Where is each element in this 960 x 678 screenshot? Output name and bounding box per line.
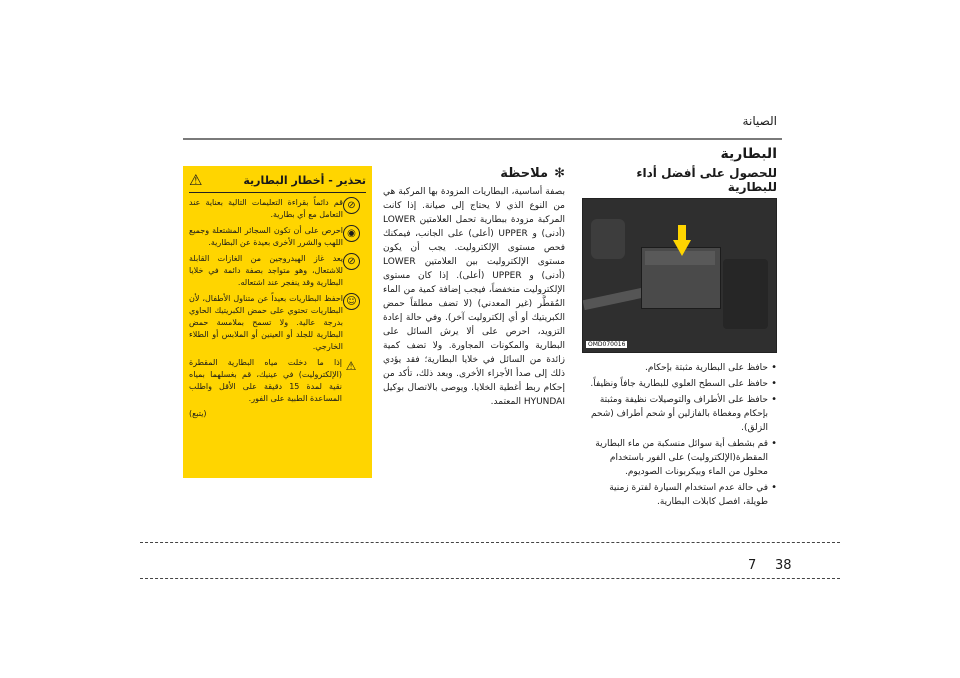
warning-item xyxy=(183,357,372,405)
photo-component xyxy=(591,219,625,259)
warning-text: احفظ البطاريات بعيداً عن متناول الأطفال، لأن البطاريات تحتوي على حمض الكبريتيك الحاوي بدرجة عالية. ولا تسمح بملامسة حمض البطارية للجلد أو العينين أو الملابس أو الطلاء الخارجي. xyxy=(189,294,343,351)
warning-divider xyxy=(189,192,366,193)
arrow-down-icon xyxy=(673,240,691,256)
note-section xyxy=(383,166,565,409)
warning-text: إذا ما دخلت مياه البطارية المقطرة (الإلكتروليت) في عينيك، قم بغسلهما بمياه نقية لمدة 15 دقيقة على الأقل واطلب المساعدة الطبية على الفور. xyxy=(189,358,342,403)
battery-care-section xyxy=(584,166,777,511)
section-header: الصيانة xyxy=(742,114,777,128)
warning-text: احرص على أن تكون السجائر المشتعلة وجميع اللهب والشرر الأخرى بعيدة عن البطارية. xyxy=(189,226,343,247)
photo-component xyxy=(723,259,768,329)
child-keep-away-icon: ☺ xyxy=(343,293,360,310)
header-divider xyxy=(183,138,782,140)
page-title: البطارية xyxy=(720,146,777,162)
list-item: • حافظ على السطح العلوي للبطارية جافاً ونظيفاً. xyxy=(584,377,777,391)
page-number: 38 xyxy=(775,558,792,573)
engine-bay-photo xyxy=(582,198,777,353)
section-subtitle: للحصول على أفضل أداء للبطارية xyxy=(636,166,777,194)
no-smoking-icon: ⊘ xyxy=(343,253,360,270)
warning-item xyxy=(183,253,372,289)
photo-component xyxy=(583,288,644,310)
list-item: • في حالة عدم استخدام السيارة لفترة زمنية طويلة، افصل كابلات البطارية. xyxy=(584,481,777,509)
warning-text: يعد غاز الهيدروجين من الغازات القابلة للاشتعال، وهو متواجد بصفة دائمة في خلايا البطارية وقد ينفجر عند اشتعاله. xyxy=(189,254,343,287)
note-body: بصفة أساسية، البطاريات المزودة بها المركبة هي من النوع الذي لا يحتاج إلى صيانة. إذا كانت المركبة مزودة ببطارية تحمل العلامتين LOWER (أدنى) و UPPER (أعلى) على الجانب، فيمكنك فحص مستوى الإلكتروليت. يجب أن يكون مستوى الإلكتروليت بين العلامتين LOWER (أدنى) و UPPER (أعلى). إذا كان مستوى الإلكتروليت منخفضاً، فيجب إضافة كمية من الماء المُقطَّر (غير المعدني) (لا تضف مطلقاً حمض الكبريتيك أو أي إلكتروليت آخر). وفي حالة إعادة التزويد، احرص على ألا يرش السائل على البطارية والمكونات المجاورة. ولا تضف كمية زائدة من السائل في خلايا البطارية؛ فقد يؤدي ذلك إلى صدأ الأجزاء الأخرى. وبعد ذلك، تأكد من إحكام ربط أغطية الخلايا. ويوصى بالاتصال بوكيل HYUNDAI المعتمد. xyxy=(383,187,566,407)
photo-code: OMD070016 xyxy=(588,341,626,348)
warning-box xyxy=(183,166,372,478)
note-title: ملاحظة xyxy=(500,166,549,181)
goggles-icon: ◉ xyxy=(343,225,360,242)
no-flame-icon: ⊘ xyxy=(343,197,360,214)
warning-header xyxy=(183,166,372,190)
list-item: • حافظ على البطارية مثبتة بإحكام. xyxy=(584,361,777,375)
warning-text: قم دائماً بقراءة التعليمات التالية بعناية عند التعامل مع أي بطارية. xyxy=(189,198,343,219)
care-list xyxy=(584,361,777,509)
footer-divider xyxy=(140,578,840,579)
note-heading xyxy=(383,166,565,181)
chapter-number: 7 xyxy=(748,558,757,573)
warning-triangle-icon: ⚠ xyxy=(189,171,203,189)
list-item: • قم بشطف أية سوائل منسكبة من ماء البطارية المقطرة(الإلكتروليت) على الفور باستخدام محلول من الماء وبيكربونات الصوديوم. xyxy=(584,437,777,479)
warning-icon: ⚠ xyxy=(345,359,357,373)
warning-item xyxy=(183,197,372,221)
continued-label: (يتبع) xyxy=(189,409,207,418)
list-item: • حافظ على الأطراف والتوصيلات نظيفة ومثبتة بإحكام ومغطاة بالفازلين أو شحم أطراف (شحم الزلق). xyxy=(584,393,777,435)
warning-item xyxy=(183,293,372,353)
warning-item xyxy=(183,225,372,249)
warning-title: تحذير - أخطار البطارية xyxy=(243,173,366,187)
asterisk-icon: ✻ xyxy=(554,166,565,181)
footer-divider xyxy=(140,542,840,543)
